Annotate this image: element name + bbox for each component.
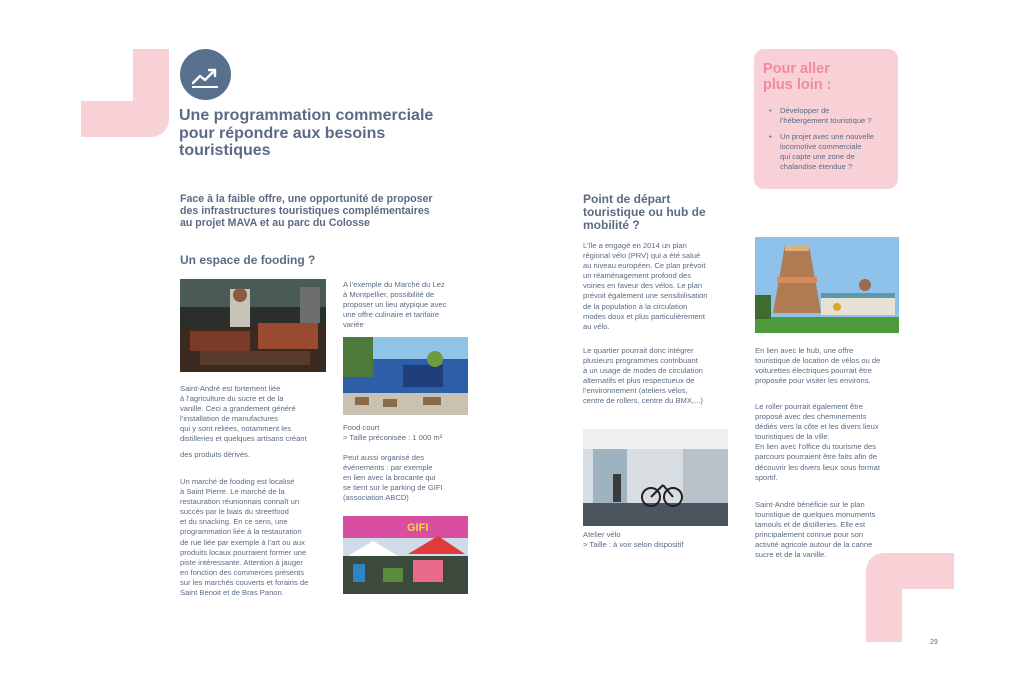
- fooding-heading: Un espace de fooding ?: [180, 253, 316, 267]
- paragraph-quartier: Le quartier pourrait donc intégrer plusieurs programmes contribuant à un usage de modes de circulation alternatifs et plus respectueux de l’environnement (ateliers vélos, centre de rollers, centre du BMX,...): [583, 346, 703, 406]
- tamil-temple-photo: [755, 237, 899, 333]
- paragraph-roller: Le roller pourrait également être proposé avec des cheminements dédiés vers la côte et les divers lieux touristiques de la ville. En lien avec l’office du tourisme des parcours pourraient être faits afin de découvrir les divers lieux sous format sportif.: [755, 402, 880, 482]
- further-reading-box: [754, 49, 898, 189]
- page-number: 29: [930, 639, 938, 646]
- further-reading-list: [766, 106, 894, 178]
- food-court-caption: Food court > Taille préconisée : 1 000 m²: [343, 423, 443, 443]
- further-reading-title: Pour aller plus loin :: [763, 61, 832, 93]
- paragraph-monuments: Saint-André bénéficie sur le plan touristique de quelques monuments tamouls et de distilleries. Elle est principalement connue pour son activité agricole autour de la canne sucre et de la vanille.: [755, 500, 876, 560]
- page-title: Une programmation commerciale pour répondre aux besoins touristiques: [179, 107, 434, 159]
- food-court-photo: [343, 337, 468, 415]
- intro-text: Face à la faible offre, une opportunité de proposer des infrastructures touristiques complémentaires au projet MAVA et au parc du Colosse: [180, 193, 433, 229]
- atelier-velo-caption: Atelier vélo > Taille : à voir selon dispositif: [583, 530, 684, 550]
- growth-chart-icon: [180, 49, 231, 100]
- paragraph-brocante: Peut aussi organisé des événements : par exemple en lien avec la brocante qui se tient sur le parking de GIFI (association ABCD): [343, 453, 443, 503]
- further-reading-item: • Un projet avec une nouvelle locomotive commerciale qui capte une zone de chalandise étendue ?: [766, 132, 894, 172]
- paragraph-plan-velo: L’île a engagé en 2014 un plan régional vélo (PRV) qui a été salué au niveau européen. Ce plan prévoit un réaménagement profond des voiries en faveur des vélos. Le plan prévoit également une sensibilisation de la population à la circulation modes doux et plus particulièrement au vélo.: [583, 241, 708, 331]
- paragraph-marche-du-lez: A l’exemple du Marché du Lez à Montpellier, possibilité de proposer un lieu atypique avec une offre culinaire et tarifaire variée: [343, 280, 447, 330]
- gifi-sign: GIFI: [407, 522, 429, 534]
- decor-corner-bottom-right-vertical: [866, 553, 902, 642]
- paragraph-saint-andre: Saint-André est fortement liée à l’agriculture du sucre et de la vanille. Ceci a grandement généré l’installation de manufactures qui y sont reliées, notamment les distilleries et quelques artisans créant: [180, 384, 307, 444]
- further-reading-item: • Développer de l’hébergement touristique ?: [766, 106, 894, 126]
- brocante-market-photo: [343, 516, 468, 594]
- bike-workshop-photo: [583, 429, 728, 526]
- paragraph-saint-andre-end: des produits dérivés.: [180, 450, 251, 459]
- paragraph-hub: En lien avec le hub, une offre touristique de location de vélos ou de voiturettes électriques pourrait être proposée pour visiter les environs.: [755, 346, 881, 386]
- paragraph-marche-fooding: Un marché de fooding est localisé à Saint Pierre. Le marché de la restauration réunionnais connaît un succès par le biais du streetfood et du snacking. En ce sens, une programmation liée à la restauration de rue liée par exemple à l’art ou aux produits locaux pourraient former une piste intéressante. Attention à jauger en fonction des commerces présents sur les marchés couverts et forains de Saint Benoit et de Bras Panon.: [180, 477, 309, 598]
- decor-corner-top-left-vertical: [133, 49, 169, 137]
- market-stall-photo: [180, 279, 326, 372]
- mobilite-heading: Point de départ touristique ou hub de mobilité ?: [583, 192, 706, 232]
